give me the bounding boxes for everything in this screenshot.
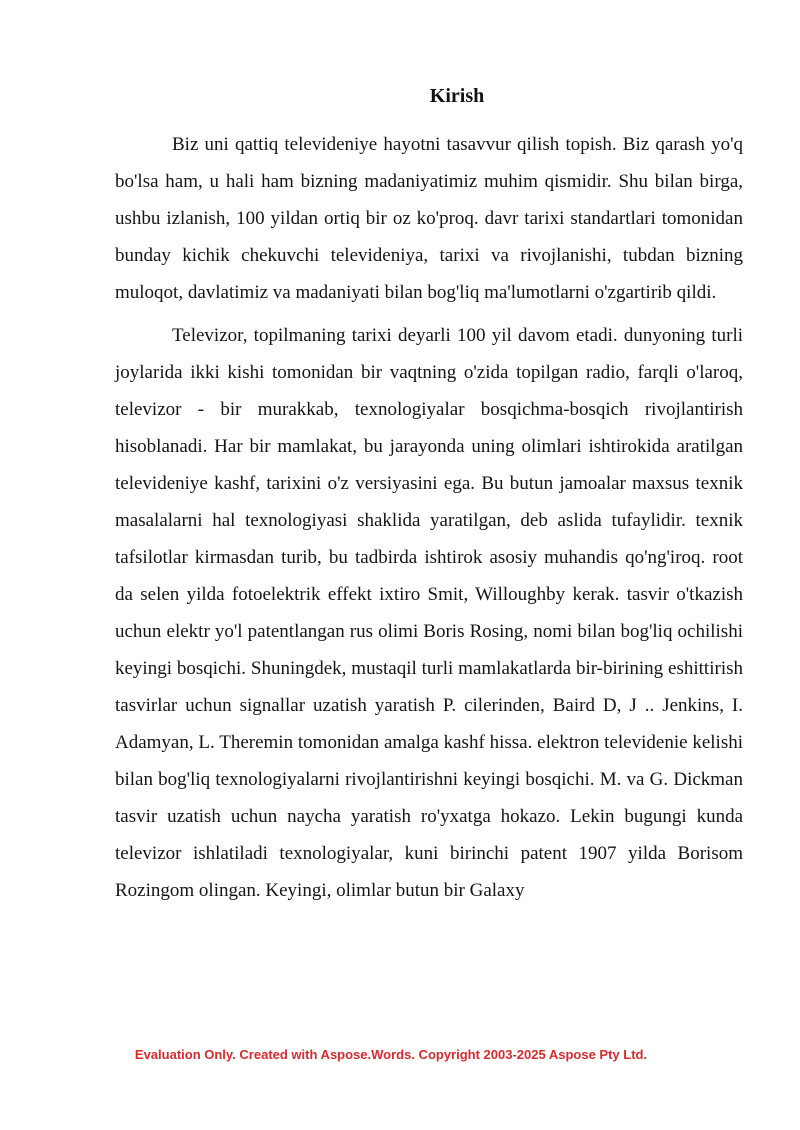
document-title: Kirish bbox=[429, 85, 485, 107]
evaluation-watermark: Evaluation Only. Created with Aspose.Words. Copyright 2003-2025 Aspose Pty Ltd. bbox=[134, 1047, 648, 1062]
document-body bbox=[115, 126, 743, 909]
paragraph-television-history: Televizor, topilmaning tarixi deyarli 100 yil davom etadi. dunyoning turli joylarida ikki kishi tomonidan bir vaqtning o'zida topilgan radio, farqli o'laroq, televizor - bir murakkab, texnologiyalar bosqichma-bosqich rivojlantirish hisoblanadi. Har bir mamlakat, bu jarayonda uning olimlari ishtirokida aratilgan televideniye kashf, tarixini o'z versiyasini ega. Bu butun jamoalar maxsus texnik masalalarni hal texnologiyasi shaklida yaratilgan, deb aslida tufaylidir. texnik tafsilotlar kirmasdan turib, bu tadbirda ishtirok asosiy muhandis qo'ng'iroq. root da selen yilda fotoelektrik effekt ixtiro Smit, Willoughby kerak. tasvir o'tkazish uchun elektr yo'l patentlangan rus olimi Boris Rosing, nomi bilan bog'liq ochilishi keyingi bosqichi. Shuningdek, mustaqil turli mamlakatlarda bir-birining eshittirish tasvirlar uchun signallar uzatish yaratish P. cilerinden, Baird D, J .. Jenkins, I. Adamyan, L. Theremin tomonidan amalga kashf hissa. elektron televidenie kelishi bilan bog'liq texnologiyalarni rivojlantirishni keyingi bosqichi. M. va G. Dickman tasvir uzatish uchun naycha yaratish ro'yxatga hokazo. Lekin bugungi kunda televizor ishlatiladi texnologiyalar, kuni birinchi patent 1907 yilda Borisom Rozingom olingan. Keyingi, olimlar butun bir Galaxy bbox=[115, 325, 743, 901]
paragraph-introduction: Biz uni qattiq televideniye hayotni tasavvur qilish topish. Biz qarash yo'q bo'lsa ham, u hali ham bizning madaniyatimiz muhim qismidir. Shu bilan birga, ushbu izlanish, 100 yildan ortiq bir oz ko'proq. davr tarixi standartlari tomonidan bunday kichik chekuvchi televideniya, tarixi va rivojlanishi, tubdan bizning muloqot, davlatimiz va madaniyati bilan bog'liq ma'lumotlarni o'zgartirib qildi. bbox=[115, 134, 743, 303]
